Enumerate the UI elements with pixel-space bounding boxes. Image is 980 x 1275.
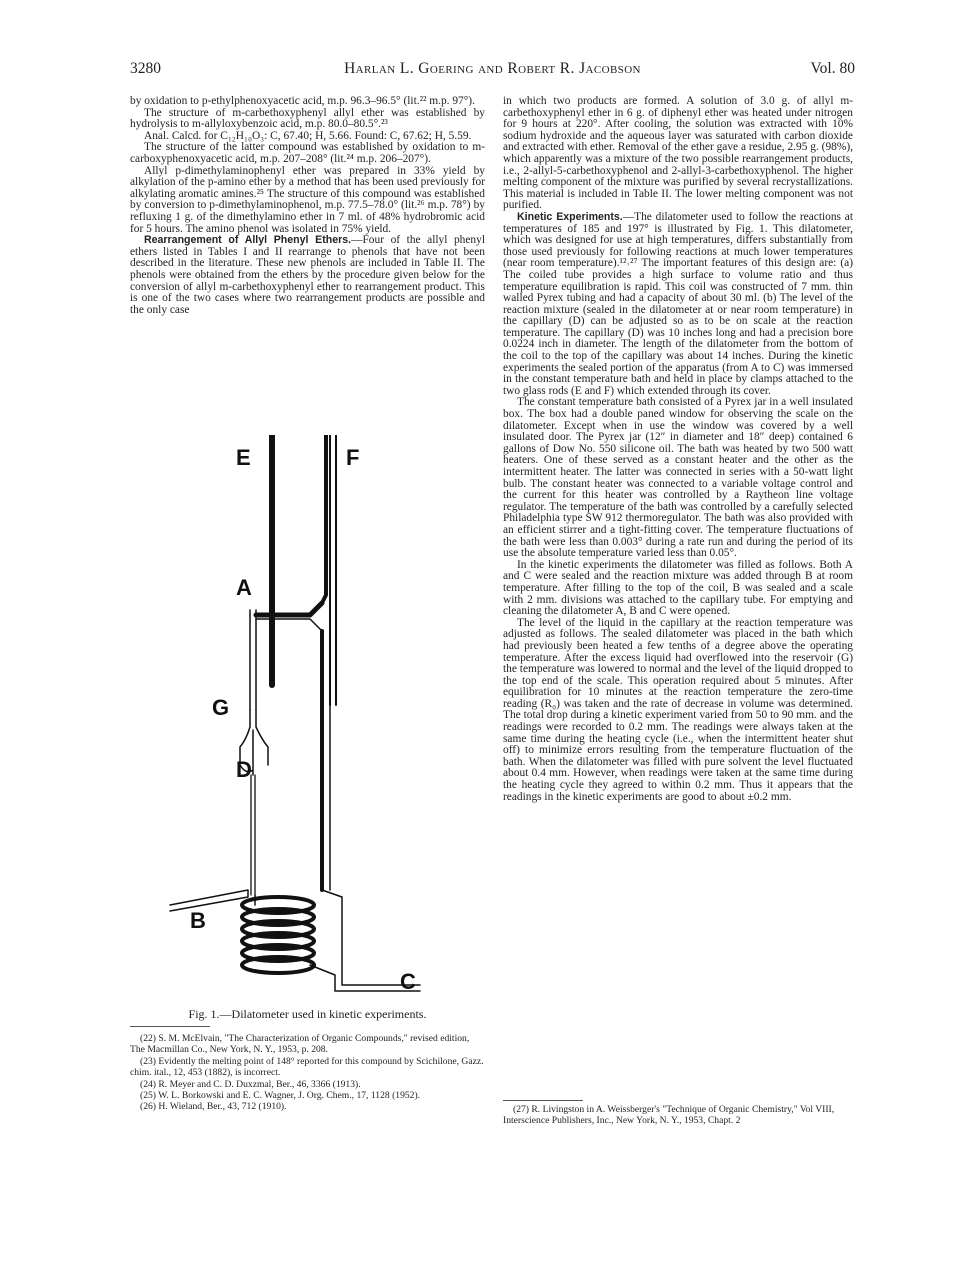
running-title: Harlan L. Goering and Robert R. Jacobson (344, 60, 641, 77)
footnote: (27) R. Livingston in A. Weissberger's "Technique of Organic Chemistry," Vol VIII, Interscience Publishers, Inc., New York, N. Y., 1953, Chapt. 2 (503, 1104, 835, 1127)
page-header (130, 60, 855, 82)
label-F: F (346, 445, 360, 470)
volume-label: Vol. 80 (810, 60, 855, 77)
paragraph: by oxidation to p-ethylphenoxyacetic acid, m.p. 96.3–96.5° (lit.²² m.p. 97°). (130, 95, 475, 107)
section-heading: Rearrangement of Allyl Phenyl Ethers. (144, 234, 352, 247)
section-text: —Four of the allyl phenyl ethers listed in Tables I and II rearrange to phenols that have not been described in the literature. These new phenols are included in Table II. The phenols were obtained from the ethers by the procedure given below for the conversion of allyl m-carbethoxyphenyl ether to rearrangement product. This is one of the two cases where two rearrangement products are possible and the only case (130, 234, 485, 316)
footnote-divider (503, 1100, 583, 1101)
footnote-divider (130, 1026, 210, 1027)
right-footnotes (503, 1104, 853, 1127)
left-column (130, 96, 485, 316)
paragraph (503, 212, 853, 398)
paragraph: The constant temperature bath consisted of a Pyrex jar in a well insulated box. The box had a double paned window for observing the scale on the dilatometer. Except when in use the window was covered by a well insulated door. The Pyrex jar (12″ in diameter and 18″ deep) contained 6 gallons of Dow No. 550 silicone oil. The bath was heated by two 500 watt heaters. One of these served as a constant heater and the other as the intermittent heater. The latter was connected in series with a 50-watt light bulb. The constant heater was connected to a variable voltage control and the current for this heater was controlled by a Raytheon line voltage regulator. The temperature of the bath was controlled by a carefully selected Philadelphia type SW 912 thermoregulator. The bath was also provided with an efficient stirrer and a tight-fitting cover. The temperature fluctuations of the bath were less than 0.003° during a rate run and during the period of its use the absolute temperature varied less than 0.05°. (503, 396, 853, 560)
left-footnotes (130, 1033, 485, 1113)
paragraph: The structure of m-carbethoxyphenyl allyl ether was established by hydrolysis to m-allyloxybenzoic acid, m.p. 80.0–80.5°.²³ (130, 106, 485, 131)
paragraph: In the kinetic experiments the dilatometer was filled as follows. Both A and C were sealed and the reaction mixture was added through B at room temperature. After filling to the top of the coil, B was sealed and a scale with 2 mm. divisions was attached to the capillary tube. For emptying and cleaning the dilatometer A, B and C were opened. (503, 558, 853, 618)
dilatometer-drawing (150, 435, 440, 1000)
label-G: G (212, 695, 230, 720)
paragraph (130, 235, 485, 316)
paragraph: The structure of the latter compound was established by oxidation to m-carboxyphenoxyacetic acid, m.p. 207–208° (lit.²⁴ m.p. 206–207°). (130, 141, 485, 165)
right-column (503, 96, 853, 803)
section-text: —The dilatometer used to follow the reactions at temperatures of 185 and 197° is illustrated by Fig. 1. This dilatometer, which was designed for use at high temperatures, differs substantially from those used previously for following reactions at much lower temperatures (near room temperature).¹²˒²⁷ The important features of this design are: (a) The coiled tube provides a high surface to volume ratio and thus temperature equilibration is rapid. This coil was constructed of 7 mm. thin walled Pyrex tubing and had a capacity of about 30 ml. (b) The level of the reaction mixture (sealed in the dilatometer at or near room temperature) in the capillary (D) can be adjusted so as to be on scale at the reaction temperature. The capillary (D) was 10 inches long and had a precision bore 0.0224 inch in diameter. The length of the dilatometer from the bottom of the coil to the top of the capillary was about 14 inches. During the kinetic experiments the sealed portion of the apparatus (from A to C) was immersed in the constant temperature bath and held in place by clamps attached to the two glass rods (E and F) which extended through its cover. (503, 210, 853, 397)
label-B: B (190, 908, 206, 933)
label-D: D (236, 757, 252, 782)
footnote: (23) Evidently the melting point of 148° reported for this compound by Scichilone, Gazz. chim. ital., 12, 453 (1882), is incorrect. (130, 1055, 484, 1079)
footnote: (22) S. M. McElvain, "The Characterization of Organic Compounds," revised edition, The Macmillan Co., New York, N. Y., 1953, p. 208. (130, 1033, 470, 1056)
dilatometer-figure (150, 435, 440, 1000)
paragraph: in which two products are formed. A solution of 3.0 g. of allyl m-carbethoxyphenyl ether in 6 g. of diphenyl ether was heated under nitrogen for 9 hours at 220°. After cooling, the solution was extracted with 10% sodium hydroxide and the aqueous layer was saturated with carbon dioxide and extracted with ether. Removal of the ether gave a residue, 2.95 g. (98%), which apparently was a mixture of the two possible rearrangement products, i.e., 2-allyl-5-carbethoxyphenol and 2-allyl-3-carbethoxyphenol. The higher melting component of the mixture was purified by several recrystallizations. This material is included in Table II. The lower melting component was not purified. (503, 95, 853, 212)
paragraph: The level of the liquid in the capillary at the reaction temperature was adjusted as follows. The sealed dilatometer was placed in the bath which had previously been heated a few tenths of a degree above the operating temperature. After the excess liquid had overflowed into the reservoir (G) the temperature was lowered to normal and the level of the liquid dropped to the top end of the scale. This operation required about 5 minutes. After equilibration for 10 minutes at the reaction temperature the zero-time reading (R₀) was taken and the rate of decrease in volume was determined. The total drop during a kinetic experiment varied from 50 to 90 mm. and the readings were recorded to 0.2 mm. The readings were always taken at the same time during the heating cycle (i.e., when the intermittent heater shut off) to minimize errors resulting from the temperature fluctuation of the bath. When the dilatometer was filled with pure solvent the level fluctuated about 0.4 mm. However, when readings were taken at the same time during the heating cycle they agreed to within 0.2 mm. Thus it appears that the readings in the kinetic experiments are good to about ±0.2 mm. (503, 616, 853, 803)
paragraph: Anal. Calcd. for C₁₂H₁₀O₃: C, 67.40; H, 5.66. Found: C, 67.62; H, 5.59. (144, 129, 472, 142)
label-A: A (236, 575, 252, 600)
figure-caption: Fig. 1.—Dilatometer used in kinetic experiments. (188, 1007, 427, 1021)
paragraph: Allyl p-dimethylaminophenyl ether was prepared in 33% yield by alkylation of the p-amino ether by a method that has been used previously for alkylating aromatic amines.²⁵ The structure of this compound was established by conversion to p-dimethylaminophenol, m.p. 77.5–78.0° (lit.²⁶ m.p. 78°) by refluxing 1 g. of the dimethylamino ether in 7 ml. of 48% hydrobromic acid for 5 hours. The amino phenol was isolated in 75% yield. (130, 164, 485, 235)
footnote: (24) R. Meyer and C. D. Duxzmal, Ber., 46, 3366 (1913). (140, 1078, 361, 1090)
footnote: (25) W. L. Borkowski and E. C. Wagner, J. Org. Chem., 17, 1128 (1952). (140, 1090, 421, 1102)
footnote: (26) H. Wieland, Ber., 43, 712 (1910). (140, 1101, 287, 1113)
section-heading: Kinetic Experiments. (517, 210, 623, 223)
label-E: E (236, 445, 251, 470)
page-number: 3280 (130, 60, 161, 77)
label-C: C (400, 969, 416, 994)
